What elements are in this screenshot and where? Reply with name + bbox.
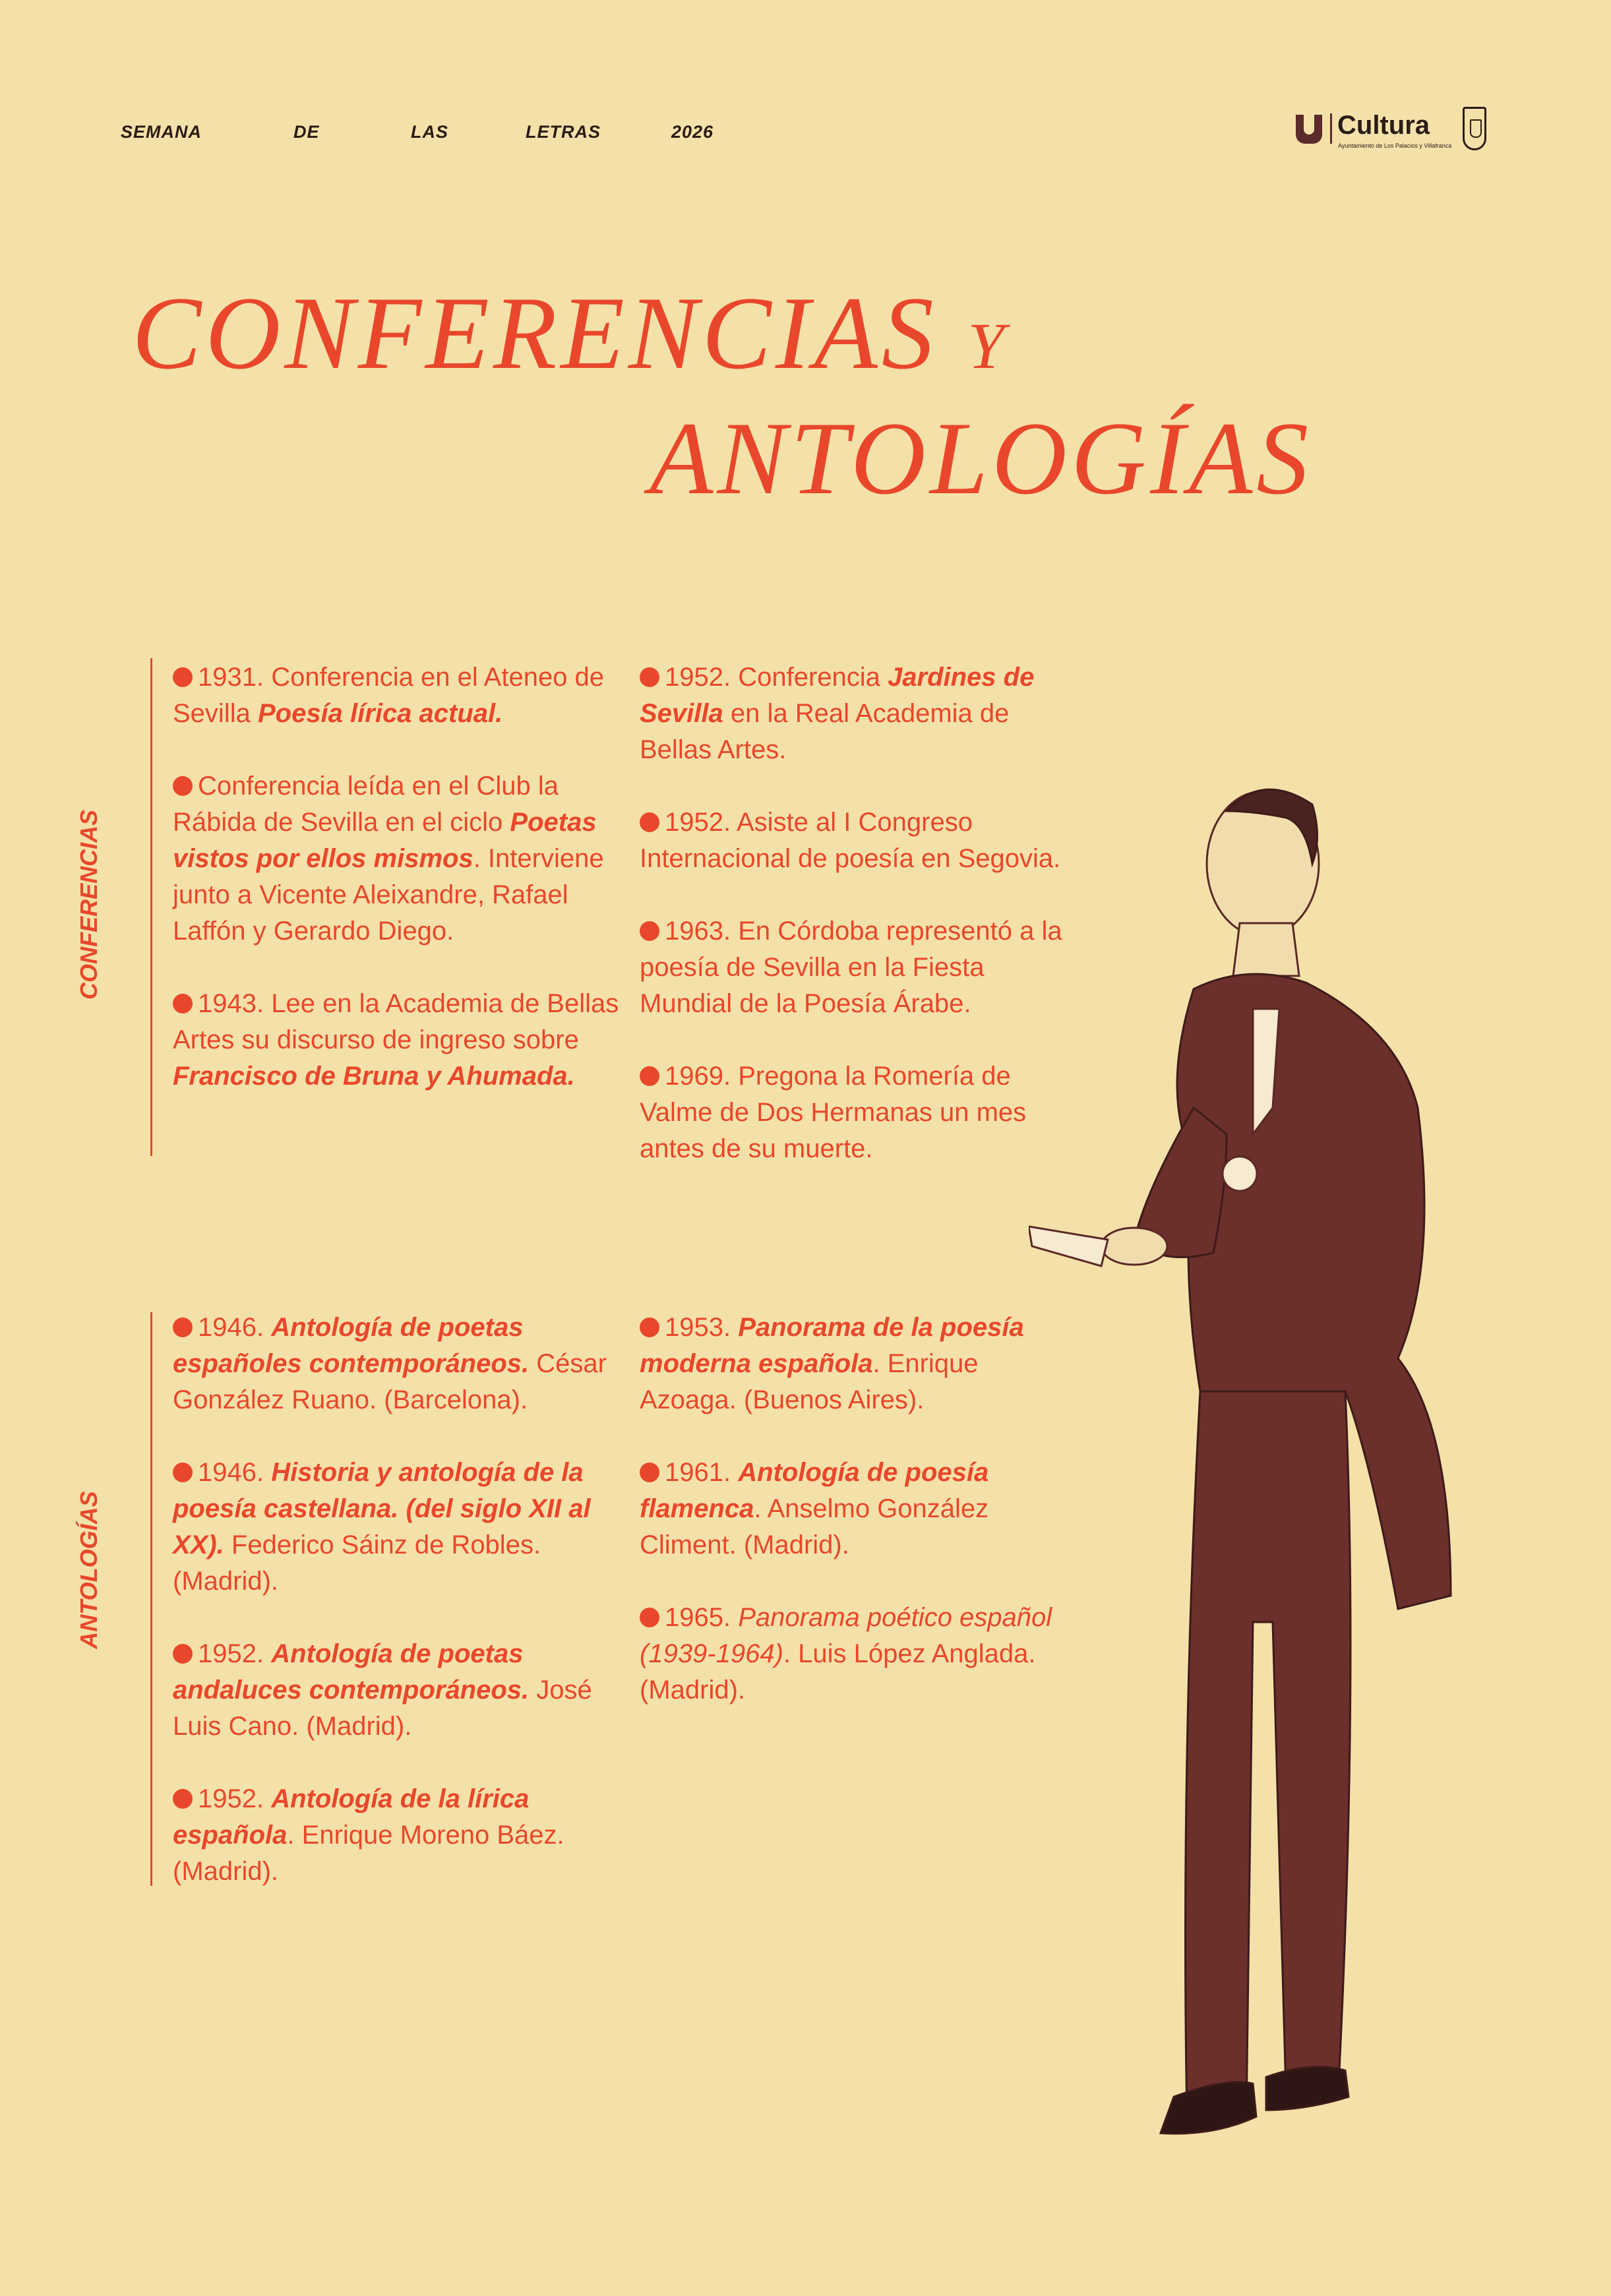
bullet-icon <box>173 776 193 796</box>
bullet-icon <box>640 812 659 832</box>
bullet-icon <box>640 1317 659 1337</box>
header-word-1: SEMANA <box>121 122 202 142</box>
list-item: 1946. Antología de poetas españoles contemporáneos. César González Ruano. (Barcelona). <box>173 1313 607 1414</box>
header-word-5: 2026 <box>671 122 714 142</box>
title-connector: Y <box>967 309 1008 382</box>
coat-of-arms-icon <box>1463 107 1486 150</box>
header-word-3: LAS <box>411 122 448 142</box>
list-item: 1969. Pregona la Romería de Valme de Dos Hermanas un mes antes de su muerte. <box>640 1062 1027 1163</box>
list-item: 1946. Historia y antología de la poesía castellana. (del siglo XII al XX). Federico Sáinz de Robles. (Madrid). <box>173 1458 591 1596</box>
bullet-icon <box>173 994 193 1013</box>
list-item: 1943. Lee en la Academia de Bellas Artes su discurso de ingreso sobre Francisco de Bruna y Ahumada. <box>173 989 619 1091</box>
conferencias-rule <box>150 658 152 1156</box>
list-item: 1965. Panorama poético español (1939-1964). Luis López Anglada. (Madrid). <box>640 1603 1052 1705</box>
logo-subtitle: Ayuntamiento de Los Palacios y Villafranca <box>1338 142 1452 149</box>
list-item: 1952. Antología de la lírica española. Enrique Moreno Báez. (Madrid). <box>173 1784 564 1886</box>
title-line-2: ANTOLOGÍAS <box>650 401 1313 516</box>
conferencias-left-column <box>173 659 621 1131</box>
list-item: 1952. Conferencia Jardines de Sevilla en la Real Academia de Bellas Artes. <box>640 663 1035 764</box>
header-word-4: LETRAS <box>526 122 601 142</box>
poet-illustration <box>1029 765 1490 2176</box>
title-line-1 <box>132 274 1008 394</box>
antologias-label: ANTOLOGÍAS <box>75 1491 102 1649</box>
conferencias-right-column <box>640 659 1075 1203</box>
bullet-icon <box>640 667 659 687</box>
antologias-right-column <box>640 1310 1075 1745</box>
list-item: 1961. Antología de poesía flamenca. Anselmo González Climent. (Madrid). <box>640 1458 989 1559</box>
cultura-logo <box>1296 104 1507 157</box>
u-logo-icon <box>1296 115 1322 144</box>
bullet-icon <box>173 1317 193 1337</box>
logo-name: Cultura <box>1337 111 1430 140</box>
list-item: 1953. Panorama de la poesía moderna española. Enrique Azoaga. (Buenos Aires). <box>640 1313 1024 1414</box>
antologias-left-column <box>173 1310 621 1926</box>
bullet-icon <box>640 1608 659 1627</box>
bullet-icon <box>640 1066 659 1086</box>
header-word-2: DE <box>293 122 320 142</box>
list-item: 1931. Conferencia en el Ateneo de Sevilla Poesía lírica actual. <box>173 663 605 728</box>
antologias-rule <box>150 1312 152 1886</box>
list-item: 1952. Asiste al I Congreso Internacional de poesía en Segovia. <box>640 808 1061 873</box>
bullet-icon <box>173 1789 193 1809</box>
logo-divider <box>1330 113 1332 144</box>
bullet-icon <box>640 1463 659 1482</box>
title-conferencias: CONFERENCIAS <box>132 276 938 391</box>
bullet-icon <box>173 1463 193 1482</box>
bullet-icon <box>173 1644 193 1664</box>
bullet-icon <box>640 921 659 941</box>
list-item: 1952. Antología de poetas andaluces contemporáneos. José Luis Cano. (Madrid). <box>173 1639 592 1741</box>
list-item: Conferencia leída en el Club la Rábida de Sevilla en el ciclo Poetas vistos por ellos mismos. Interviene junto a Vicente Aleixandre, Rafael Laffón y Gerardo Diego. <box>173 771 604 946</box>
conferencias-label: CONFERENCIAS <box>75 809 102 1000</box>
list-item: 1963. En Córdoba representó a la poesía de Sevilla en la Fiesta Mundial de la Poesía Árabe. <box>640 917 1062 1018</box>
bullet-icon <box>173 667 193 687</box>
